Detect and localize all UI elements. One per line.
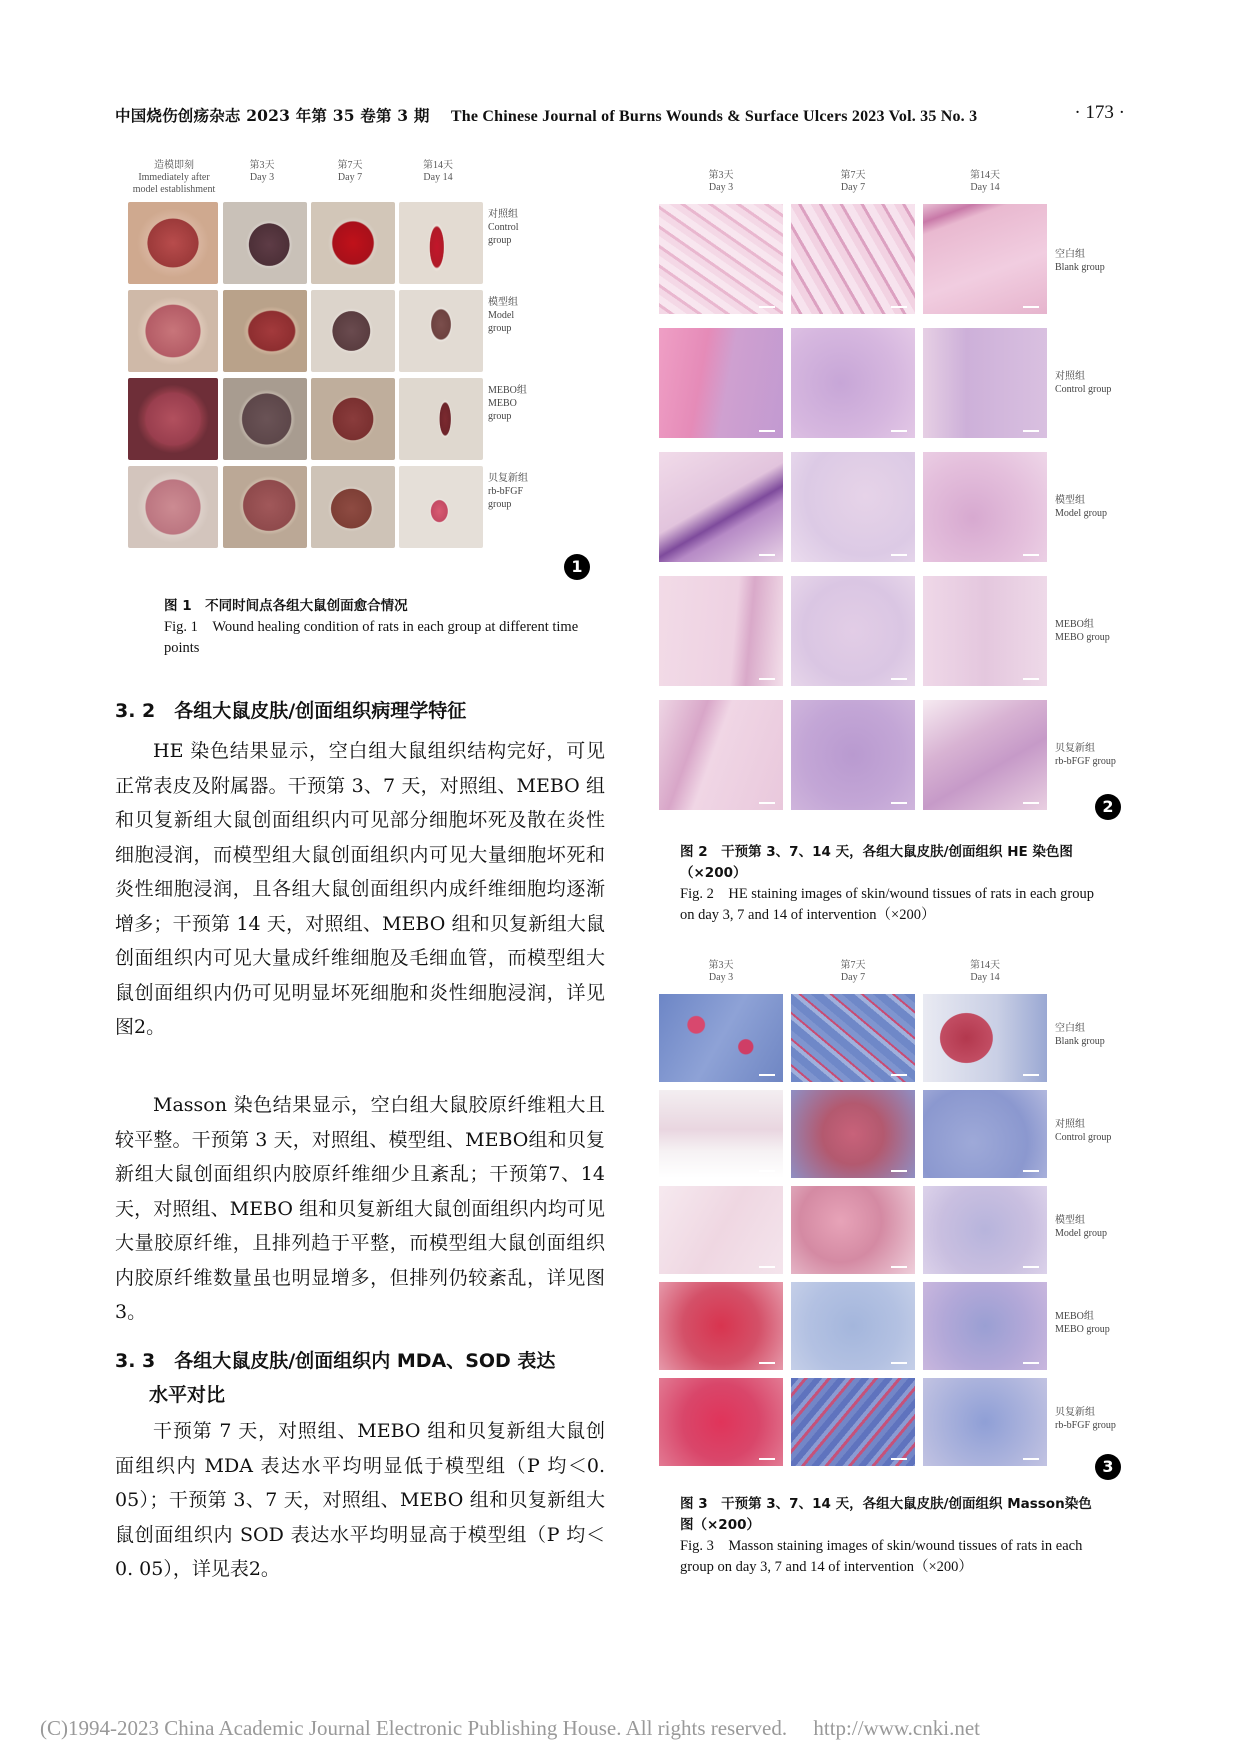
he-micrograph — [923, 576, 1047, 686]
paragraph-he-results: HE 染色结果显示，空白组大鼠组织结构完好，可见正常表皮及附属器。干预第 3、7 天，对照组、MEBO 组和贝复新组大鼠创面组织内可见部分细胞坏死及散在炎性细胞浸润，而模型组大鼠创面组织内可见大量细胞坏死和炎性细胞浸润，且各组大鼠创面组织内成纤维细胞均逐渐增多；干预第 14 天，对照组、MEBO 组和贝复新组大鼠创面组织内可见大量成纤维细胞及毛细血管，而模型组大鼠创面组织内仍可见明显坏死细胞和炎性细胞浸润，详见图2。 — [115, 740, 605, 1038]
figure-2 — [655, 170, 1125, 820]
he-micrograph — [791, 700, 915, 810]
section-3-3-heading: 3. 3 各组大鼠皮肤/创面组织内 MDA、SOD 表达 — [115, 1350, 556, 1372]
masson-micrograph — [923, 1378, 1047, 1466]
fig2-row-label-3: MEBO组 MEBO group — [1055, 619, 1110, 643]
fig2-col-head-2: 第14天 Day 14 — [970, 170, 1000, 193]
fig1-col-head-3: 第14天 Day 14 — [423, 160, 453, 183]
fig3-col-head-2: 第14天 Day 14 — [970, 960, 1000, 983]
caption-cn: 图 1 不同时间点各组大鼠创面愈合情况 — [164, 598, 408, 614]
fig1-row-label-2: MEBO组 MEBO group — [488, 385, 527, 422]
figure-number-badge: 1 — [564, 554, 590, 580]
section-3-3-heading-cont: 水平对比 — [149, 1384, 226, 1406]
figure-1-caption — [164, 596, 584, 659]
wound-photo — [311, 202, 395, 284]
figure-number-badge: 3 — [1095, 1454, 1121, 1480]
he-micrograph — [923, 328, 1047, 438]
wound-photo — [399, 466, 483, 548]
wound-photo — [399, 290, 483, 372]
masson-micrograph — [923, 1186, 1047, 1274]
fig3-row-label-0: 空白组 Blank group — [1055, 1023, 1105, 1047]
he-micrograph — [659, 452, 783, 562]
he-micrograph — [659, 700, 783, 810]
wound-photo — [223, 202, 307, 284]
journal-title — [115, 104, 977, 126]
he-micrograph — [659, 328, 783, 438]
figure-3 — [655, 960, 1125, 1520]
wound-photo — [128, 290, 218, 372]
wound-photo — [223, 290, 307, 372]
fig2-row-label-2: 模型组 Model group — [1055, 495, 1107, 519]
paragraph-masson-results: Masson 染色结果显示，空白组大鼠胶原纤维粗大且较平整。干预第 3 天，对照组、模型组、MEBO组和贝复新组大鼠创面组织内胶原纤维细少且紊乱；干预第7、14 天，对照组、MEBO 组和贝复新组大鼠创面组织内均可见大量胶原纤维，且排列趋于平整，而模型组大鼠创面组织内胶原纤维数量虽也明显增多，但排列仍较紊乱，详见图 3。 — [115, 1094, 605, 1323]
masson-micrograph — [659, 1378, 783, 1466]
fig2-row-label-0: 空白组 Blank group — [1055, 249, 1105, 273]
masson-micrograph — [791, 1378, 915, 1466]
wound-photo — [311, 378, 395, 460]
masson-micrograph — [923, 1282, 1047, 1370]
fig1-col-head-2: 第7天 Day 7 — [337, 160, 363, 183]
fig1-row-label-0: 对照组 Control group — [488, 209, 519, 246]
fig3-row-label-3: MEBO组 MEBO group — [1055, 1311, 1110, 1335]
fig2-row-label-1: 对照组 Control group — [1055, 371, 1112, 395]
wound-photo — [128, 378, 218, 460]
fig2-col-head-1: 第7天 Day 7 — [840, 170, 866, 193]
masson-micrograph — [791, 994, 915, 1082]
masson-micrograph — [923, 994, 1047, 1082]
he-micrograph — [791, 452, 915, 562]
he-micrograph — [923, 700, 1047, 810]
wound-photo — [399, 378, 483, 460]
caption-en: Fig. 1 Wound healing condition of rats in each group at different time points — [164, 619, 579, 656]
figure-1 — [128, 160, 583, 580]
masson-micrograph — [659, 1282, 783, 1370]
fig1-col-head-1: 第3天 Day 3 — [249, 160, 275, 183]
caption-en: Fig. 2 HE staining images of skin/wound tissues of rats in each group on day 3, 7 and 14 of intervention（×200） — [680, 886, 1095, 923]
section-3-2-heading: 3. 2 各组大鼠皮肤/创面组织病理学特征 — [115, 700, 467, 722]
page-number: · 173 · — [1074, 102, 1125, 123]
fig3-row-label-4: 贝复新组 rb-bFGF group — [1055, 1407, 1116, 1431]
wound-photo — [128, 202, 218, 284]
journal-title-en: The Chinese Journal of Burns Wounds & Surface Ulcers 2023 Vol. 35 No. 3 — [450, 108, 978, 125]
masson-micrograph — [659, 1186, 783, 1274]
he-micrograph — [791, 204, 915, 314]
fig3-row-label-2: 模型组 Model group — [1055, 1215, 1107, 1239]
fig1-row-label-3: 贝复新组 rb-bFGF group — [488, 473, 528, 510]
caption-en: Fig. 3 Masson staining images of skin/wound tissues of rats in each group on day 3, 7 and 14 of intervention（×200） — [680, 1538, 1083, 1575]
wound-photo — [399, 202, 483, 284]
figure-3-caption — [680, 1494, 1100, 1578]
he-micrograph — [659, 204, 783, 314]
fig3-col-head-1: 第7天 Day 7 — [840, 960, 866, 983]
masson-micrograph — [923, 1090, 1047, 1178]
he-micrograph — [659, 576, 783, 686]
paragraph-mda-sod: 干预第 7 天，对照组、MEBO 组和贝复新组大鼠创面组织内 MDA 表达水平均明显低于模型组（P 均＜0. 05）；干预第 3、7 天，对照组、MEBO 组和贝复新组大鼠创面组织内 SOD 表达水平均明显高于模型组（P 均＜0. 05），详见表2。 — [115, 1420, 605, 1580]
he-micrograph — [791, 328, 915, 438]
journal-title-cn: 中国烧伤创疡杂志 2023 年第 35 卷第 3 期 — [115, 106, 430, 125]
fig3-col-head-0: 第3天 Day 3 — [708, 960, 734, 983]
fig2-row-label-4: 贝复新组 rb-bFGF group — [1055, 743, 1116, 767]
he-micrograph — [923, 452, 1047, 562]
fig2-col-head-0: 第3天 Day 3 — [708, 170, 734, 193]
fig3-row-label-1: 对照组 Control group — [1055, 1119, 1112, 1143]
figure-2-caption — [680, 842, 1100, 926]
masson-micrograph — [659, 1090, 783, 1178]
wound-photo — [311, 290, 395, 372]
he-micrograph — [923, 204, 1047, 314]
he-micrograph — [791, 576, 915, 686]
fig1-col-head-0: 造模即刻 Immediately after model establishment — [132, 160, 216, 195]
running-header — [115, 104, 1125, 130]
wound-photo — [223, 378, 307, 460]
wound-photo — [223, 466, 307, 548]
wound-photo — [311, 466, 395, 548]
caption-cn: 图 2 干预第 3、7、14 天，各组大鼠皮肤/创面组织 HE 染色图（×200） — [680, 844, 1073, 881]
figure-number-badge: 2 — [1095, 794, 1121, 820]
fig1-row-label-1: 模型组 Model group — [488, 297, 518, 334]
copyright-footer: (C)1994-2023 China Academic Journal Electronic Publishing House. All rights reserved. http://www.cnki.net — [40, 1716, 980, 1740]
masson-micrograph — [791, 1282, 915, 1370]
masson-micrograph — [659, 994, 783, 1082]
masson-micrograph — [791, 1090, 915, 1178]
wound-photo — [128, 466, 218, 548]
caption-cn: 图 3 干预第 3、7、14 天，各组大鼠皮肤/创面组织 Masson染色图（×200） — [680, 1496, 1092, 1533]
masson-micrograph — [791, 1186, 915, 1274]
